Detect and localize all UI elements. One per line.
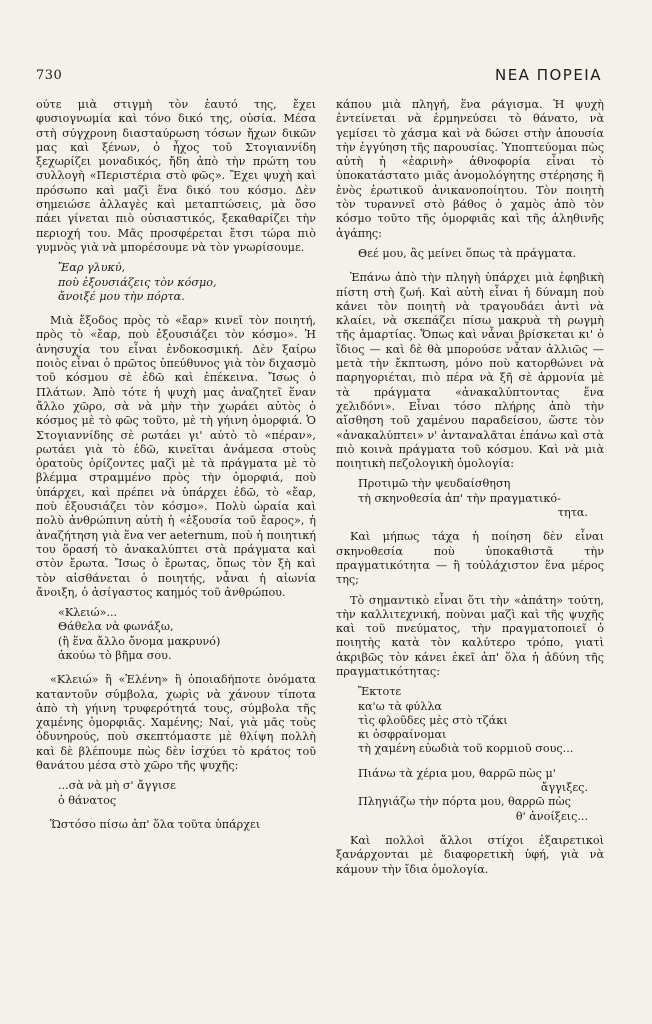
page-number: 730 bbox=[36, 68, 63, 83]
poem-excerpt bbox=[58, 606, 316, 663]
paragraph: Μιὰ ἔξοδος πρὸς τὸ «ἔαρ» κινεῖ τὸν ποιητή, πρὸς τὸ «ἔαρ, ποὺ ἐξουσιάζει τὸν κόσμο». Ἡ ἀνησυχία του εἶναι ἐνδοκοσμική. Δὲν ξαίρω ποιὸς εἶναι ὁ πρῶτος ὑπεύθυνος γιὰ τὸν διχασμὸ τοῦ κόσμου σὲ ἐδῶ καὶ ἐπέκεινα. Ἴσως ὁ Πλάτων. Ἀπὸ τότε ἡ ψυχὴ μας ἀναζητεῖ ἕναν ἄλλο χῶρο, σὰ νὰ μὴν τὴν χωράει αὐτὸς ὁ κόσμος μὲ τὸ φῶς τοῦτο, μὲ τὴ γήινη ὀμορφιά. Ὁ Στογιαννίδης σὲ ρωτάει γι' αὐτὸ τὸ «πέραν», ρωτάει γιὰ τὸ ἐδῶ, κινεῖται ἀνάμεσα στοὺς ὁρατοὺς ὁρίζοντες μαζὶ μὲ τὰ πράγματα μὲ τὸ βλέμμα στραμμένο πρὸς τὴν ὀμορφιά, ποὺ ὑπάρχει, καὶ πρέπει νὰ ὑπάρχει ἐδῶ, τὸ «ἔαρ, ποὺ ἐξουσιάζει τὸν κόσμο». Πολὺ ὡραία καὶ πολὺ ἀνθρώπινη αὐτὴ ἡ «ἐξουσία τοῦ ἔαρος», ἡ ἀναζήτηση γιὰ ἕνα ver aeternum, ποὺ ἡ ποιητική του ὅρασή τὸ ἀνακαλύπτει στὰ πράγματα καὶ στὸν ἔρωτα. Ἴσως ὁ ἔρωτας, ὅπως τὸν ξὴ καὶ τὸν αἰσθάνεται ὁ ποιητής, νἆναι ἡ αἰωνία ἄνοιξη, ὁ ἀσίγαστος καημός τοῦ ἀνθρώπου. bbox=[36, 314, 316, 599]
paragraph: ούτε μιὰ στιγμὴ τὸν ἑαυτό της, ἔχει φυσιογνωμία καὶ τόνο δικό της, οὐσία. Μέσα στὴ σύγχρονη διασταύρωση τόσων ἤχων δικῶν μας καὶ ξένων, ὁ ἦχος τοῦ Στογιαννίδη ξεχωρίζει μοναδικός, ἤδη ἀπὸ τὴν πρώτη του συλλογὴ «Περιστέρια στὸ φῶς». Ἔχει ψυχὴ καὶ πρόσωπο καὶ μαζὶ ἕνα δικό του κόσμο. Δὲν σημειώσε ἀλλαγὲς καὶ μεταπτώσεις, μὰ ὅσο πάει γίνεται πιὸ οὐσιαστικός, ξεκαθαρίζει τὴν περιοχή του. Μᾶς προσφέρεται ἔτσι τώρα πιὸ γυμνὸς γιὰ νὰ μπορέσουμε νὰ τὸν γνωρίσουμε. bbox=[36, 98, 316, 254]
verse-line: ἄγγιξες. bbox=[540, 781, 588, 795]
poem-excerpt bbox=[358, 477, 604, 520]
paragraph: Ὥστόσο πίσω ἀπ' ὅλα τοῦτα ὑπάρχει bbox=[50, 817, 261, 831]
verse-line: τὴ σκηνοθεσία ἀπ' τὴν πραγματικό- bbox=[358, 491, 561, 505]
verse-line: ὁ θάνατος bbox=[58, 793, 117, 807]
running-head: ΝΕΑ ΠΟΡΕΙΑ bbox=[494, 66, 602, 84]
verse-line: Θάθελα νὰ φωνάξω, bbox=[58, 620, 174, 634]
paragraph: Ἐπάνω ἀπὸ τὴν πληγὴ ὑπάρχει μιὰ ἐφηβικὴ πίστη στὴ ζωή. Καὶ αὐτὴ εἶναι ἡ δύναμη ποὺ κάνει τὸν ποιητὴ νὰ τραγουδάει ἀντὶ νὰ κλαίει, νὰ σκεπάζει πίσω μακρυὰ τὴ ρωγμὴ τῆς ἁμαρτίας. Ὅπως καὶ νἆναι βρίσκεται κι' ὁ ἴδιος — καὶ δὲ θὰ μπορούσε νἆταν ἀλλιῶς — μετὰ τὴν ἔκπτωση, μόνο ποὺ κατορθώνει νὰ παρηγοριέται, πιὸ πέρα νὰ ξῆ σὲ ἁρμονία μὲ τὰ πράγματα «ἀνακαλύπτοντας ἕνα χελιδόνι». Εἶναι τόσο πλήρης ἀπὸ τὴν αἴσθηση τοῦ χαμένου παραδείσου, ὥστε τὸν «ἀνακαλύπτει» ν' ἀνταναλᾶται ἐπάνω καὶ στὰ πιὸ κοινὰ πράγματα τοῦ κόσμου. Καὶ νὰ μιὰ ποιητικὴ πεζολογικὴ ὁμολογία: bbox=[336, 271, 604, 471]
verse-line: «Κλειώ»... bbox=[58, 606, 118, 620]
paragraph: «Κλειώ» ἢ «Ἑλένη» ἢ ὁποιαδήποτε ὀνόματα καταντοῦν σύμβολα, χωρὶς νὰ χάνουν τίποτα ἀπὸ τὴ γήινη τρυφερότητά τους, σύμβολα τῆς χαμένης ὀμορφιᾶς. Χαμένης; Ναί, γιὰ μᾶς τοὺς ὀδυνηρούς, ποὺ σκεπτόμαστε μὲ θλίψη πολλὴ καὶ δὲ βλέπουμε πὼς δὲν ἰσχύει τὸ κράτος τοῦ θανάτου μέσα στὸ χῶρο τῆς ψυχῆς: bbox=[36, 673, 316, 773]
paragraph: Καὶ μήπως τάχα ἡ ποίηση δὲν εἶναι σκηνοθεσία ποὺ ὑποκαθιστᾶ τὴν πραγματικότητα — ἢ τοὐλάχιστον ἕνα μέρος της; bbox=[336, 530, 604, 587]
left-column bbox=[36, 98, 316, 838]
verse-line: ἀκούω τὸ βῆμα σου. bbox=[58, 648, 172, 662]
poem-excerpt bbox=[58, 261, 316, 304]
right-column bbox=[336, 98, 604, 883]
verse-line: Θεέ μου, ἂς μείνει ὅπως τὰ πράγματα. bbox=[358, 246, 577, 260]
poem-excerpt bbox=[58, 779, 316, 808]
poem-excerpt bbox=[358, 247, 604, 261]
verse-line: τητα. bbox=[557, 506, 588, 520]
page-header bbox=[36, 68, 602, 90]
verse-line: ποὺ ἐξουσιάζεις τὸν κόσμο, bbox=[58, 275, 217, 289]
verse-line: ...σὰ νὰ μὴ σ' ἄγγισε bbox=[58, 779, 176, 793]
verse-line: Πληγιάζω τὴν πόρτα μου, θαρρῶ πὼς bbox=[358, 795, 571, 809]
paragraph: Καὶ πολλοὶ ἄλλοι στίχοι ἐξαιρετικοὶ ξανάρχονται μὲ διαφορετικὴ ὑφή, γιὰ νὰ κάμουν τὴν ἴδια ὁμολογία. bbox=[336, 833, 604, 876]
verse-line: Ἔκτοτε bbox=[358, 685, 402, 699]
verse-line: τὴ χαμένη εὐωδιὰ τοῦ κορμιοῦ σους... bbox=[358, 742, 574, 756]
verse-line: Πιάνω τὰ χέρια μου, θαρρῶ πὼς μ' bbox=[358, 766, 556, 780]
verse-line: θ' ἀνοίξεις... bbox=[515, 809, 588, 823]
verse-line: (ἢ ἕνα ἄλλο ὄνομα μακρυνό) bbox=[58, 634, 221, 648]
verse-line: Προτιμῶ τὴν ψευδαίσθηση bbox=[358, 477, 511, 491]
verse-line: κα'ω τὰ φύλλα bbox=[358, 699, 442, 713]
verse-line: κι ὀσφραίνομαι bbox=[358, 728, 447, 742]
verse-line: ἄνοιξέ μου τὴν πόρτα. bbox=[58, 289, 185, 303]
verse-line: τὶς φλοῦδες μὲς στὸ τζάκι bbox=[358, 713, 508, 727]
poem-excerpt bbox=[358, 685, 604, 756]
paragraph: Τὸ σημαντικὸ εἶναι ὅτι τὴν «ἀπάτη» τούτη, τὴν καλλιτεχνική, ποὺναι μαζὶ καὶ τῆς ψυχῆς καὶ τοῦ πνεύματος, τὴν πραγματοποιεῖ ὁ ποιητὴς κατὰ τὸν καλύτερο τρόπο, γιατὶ ἀκριβῶς τὸν κάνει ἐκεῖ ἀπ' ὅλα ἡ ἀδύνη τῆς πραγματικότητας: bbox=[336, 593, 604, 678]
poem-excerpt bbox=[358, 767, 604, 824]
verse-line: Ἔαρ γλυκύ, bbox=[58, 261, 126, 275]
paragraph: κάπου μιὰ πληγή, ἕνα ράγισμα. Ἡ ψυχὴ ἐντείνεται νὰ ἑρμηνεύσει τὸ θάνατο, νὰ γεμίσει τὸ χάσμα καὶ νὰ δώσει στὴν ἀπουσία τὴν ἐγγύηση τῆς παρουσίας. Ὑποπτεύομαι πὼς αὐτὴ ἡ «ἐαρινὴ» ἀθνοφορία εἶναι τὸ ὑποκατάστατο μιᾶς ἀνομολόγητης στέρησης ἢ ἑνὸς ἐρωτικοῦ ἀνικανοποίητου. Τὸν ποιητὴ τὸν τυραννεῖ στὸ βάθος ὁ χαμὸς ἀπὸ τὸν κόσμο τοῦτο τῆς ὁμορφιᾶς καὶ τῆς ἀληθινῆς ἀγάπης: bbox=[336, 98, 604, 240]
